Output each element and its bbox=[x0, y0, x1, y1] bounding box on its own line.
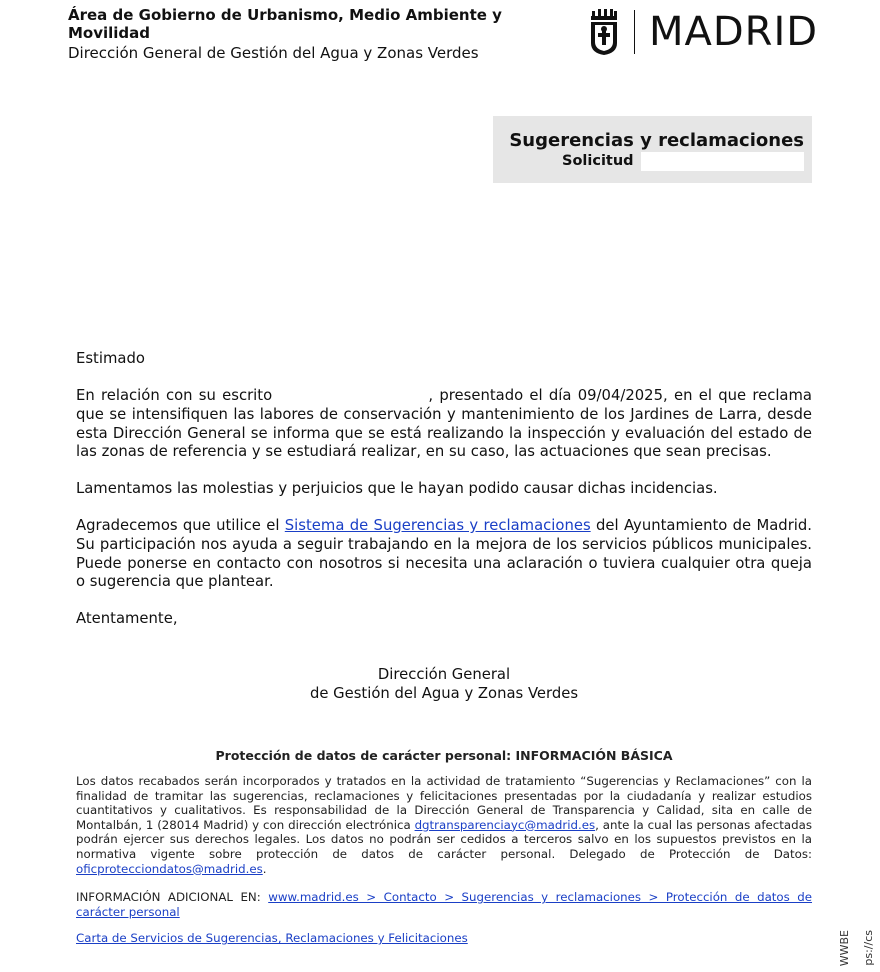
logo-divider bbox=[634, 10, 635, 54]
dgtransparencia-email-link[interactable]: dgtransparenciayc@madrid.es bbox=[414, 817, 596, 832]
madrid-privacy-link[interactable]: www.madrid.es > Contacto > Sugerencias y reclamaciones > Protección de datos de carácter personal bbox=[76, 890, 813, 919]
header-area-title: Área de Gobierno de Urbanismo, Medio Ambiente y Movilidad bbox=[68, 6, 502, 42]
redacted-field bbox=[278, 388, 428, 400]
margin-code: WWBE bbox=[838, 930, 851, 967]
header-direction: Dirección General de Gestión del Agua y Zonas Verdes bbox=[68, 44, 479, 62]
request-box bbox=[493, 116, 812, 183]
privacy-text-end: . bbox=[262, 861, 267, 876]
p3-end: del Ayuntamiento de Madrid. Su participación nos ayuda a seguir trabajando en la mejora de los servicios públicos municipales. Puede ponerse en contacto con nosotros si necesita una aclaración o tuviera cualquier otra queja o sugerencia que plantear. bbox=[76, 517, 812, 591]
privacy-text bbox=[76, 774, 812, 876]
p1-start: En relación con su escrito bbox=[76, 387, 273, 404]
paragraph-2: Lamentamos las molestias y perjuicios que le hayan podido causar dichas incidencias. bbox=[76, 480, 718, 497]
privacy-text-start: Los datos recabados serán incorporados y tratados en la actividad de tratamiento “Sugerencias y Reclamaciones” con la finalidad de tramitar las sugerencias, reclamaciones y felicitaciones presentadas por la ciudadanía y realizar estudios cuantitativos y cualitativos. Es responsabilidad de la Dirección General de Transparencia y Calidad, sita en calle de Montalbán, 1 (28014 Madrid) y con dirección electrónica bbox=[76, 774, 812, 832]
greeting: Estimado bbox=[76, 350, 145, 367]
privacy-title: Protección de datos de carácter personal: INFORMACIÓN BÁSICA bbox=[215, 748, 673, 763]
dpo-email-link[interactable]: oficprotecciondatos@madrid.es bbox=[76, 861, 263, 876]
service-charter-link[interactable]: Carta de Servicios de Sugerencias, Reclamaciones y Felicitaciones bbox=[76, 931, 468, 945]
additional-info bbox=[76, 890, 812, 919]
charter-line bbox=[76, 931, 812, 946]
madrid-logo bbox=[588, 8, 818, 56]
paragraph-3 bbox=[76, 517, 812, 592]
p3-start: Agradecemos que utilice el bbox=[76, 517, 280, 534]
coat-of-arms-icon bbox=[588, 9, 620, 55]
closing: Atentamente, bbox=[76, 610, 178, 627]
box-title: Sugerencias y reclamaciones bbox=[509, 130, 804, 151]
signature bbox=[76, 666, 812, 704]
paragraph-1 bbox=[76, 387, 812, 462]
request-label: Solicitud bbox=[562, 153, 634, 169]
signature-line-2: de Gestión del Agua y Zonas Verdes bbox=[309, 684, 579, 702]
suggestions-system-link[interactable]: Sistema de Sugerencias y reclamaciones bbox=[284, 517, 591, 534]
privacy-text-middle: , ante la cual las personas afectadas podrán ejercer sus derechos legales. Los datos no podrán ser cedidos a terceros salvo en los supuestos previstos en la normativa vigente sobre protección de datos de carácter personal. Delegado de Protección de Datos: bbox=[76, 817, 812, 861]
logo-text: MADRID bbox=[649, 9, 819, 55]
margin-url: ps://cs bbox=[862, 930, 875, 966]
request-number-field bbox=[641, 152, 804, 171]
signature-line-1: Dirección General bbox=[377, 666, 511, 683]
additional-info-label: INFORMACIÓN ADICIONAL EN: bbox=[76, 890, 261, 904]
p1-end: , presentado el día 09/04/2025, en el que reclama que se intensifiquen las labores de conservación y mantenimiento de los Jardines de Larra, desde esta Dirección General se informa que se está realizando la inspección y evaluación del estado de las zonas de referencia y se estudiará realizar, en su caso, las actuaciones que sean precisas. bbox=[76, 387, 812, 461]
